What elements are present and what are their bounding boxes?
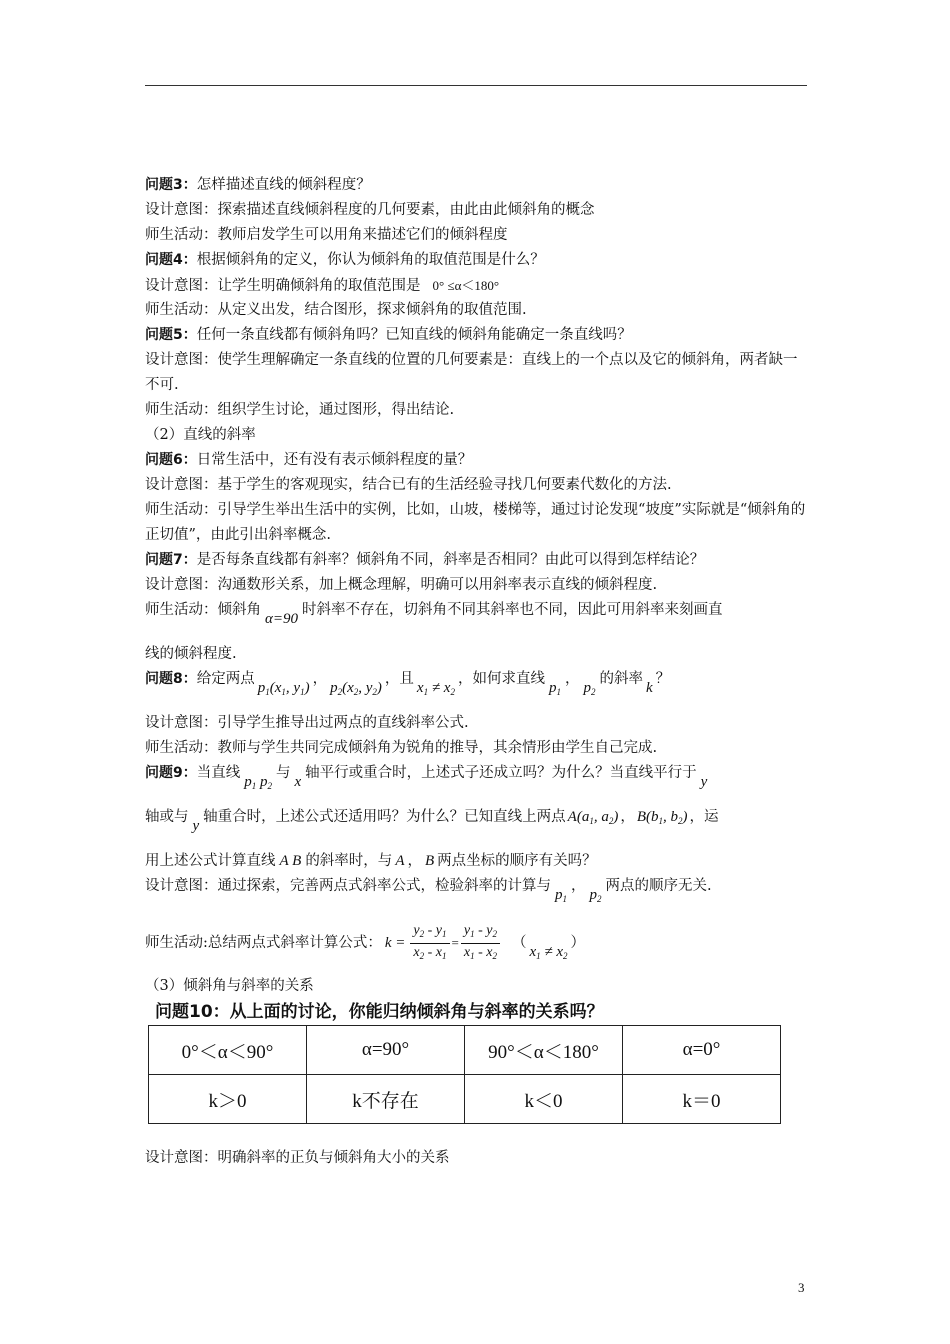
q8-text-b: ，: [312, 671, 328, 687]
table-cell: k＝0: [623, 1075, 781, 1124]
k-equals: k =: [384, 935, 406, 951]
question-7: [145, 548, 807, 573]
x-axis-symbol: x: [294, 774, 302, 790]
question-9-cont2: [145, 849, 807, 874]
q8-activity: 师生活动：教师与学生共同完成倾斜角为锐角的推导，其余情形由学生自己完成.: [145, 740, 658, 756]
q5-label: 问题5：: [145, 327, 197, 343]
page-number: 3: [798, 1280, 805, 1295]
x1-neq-x2-formula: $x_1 \ne x_2$: [416, 680, 455, 697]
ab-symbol: A B: [279, 853, 302, 869]
table-row-angles: [149, 1026, 781, 1075]
q3-activity: 师生活动：教师启发学生可以用角来描述它们的倾斜程度: [145, 227, 508, 243]
table-row-slopes: [149, 1075, 781, 1124]
q4-label: 问题4：: [145, 252, 197, 268]
q9-text-f: ，: [620, 809, 635, 825]
y-axis-symbol: y: [700, 774, 708, 790]
q6-design-intent: 设计意图：基于学生的客观现实，结合已有的生活经验寻找几何要素代数化的方法.: [145, 477, 672, 493]
q8-text-a: 给定两点: [196, 671, 255, 687]
q7-activity: [145, 598, 807, 642]
q4-text: 根据倾斜角的定义，你认为倾斜角的取值范围是什么？: [196, 252, 545, 268]
q8-text-f: 的斜率: [599, 671, 643, 687]
q9-text-k: 两点坐标的顺序有关吗？: [437, 853, 597, 869]
point-p1-formula: $p_1(x_1$, $y_1$): [257, 680, 310, 697]
q9-text-i: 的斜率时，与: [305, 853, 393, 869]
summary-text: 师生活动:总结两点式斜率计算公式：: [145, 935, 382, 951]
p2-symbol-2: $p_2$: [589, 887, 602, 904]
x1-neq-x2-condition: $x_1 \ne x_2$: [529, 944, 568, 961]
q6-label: 问题6：: [145, 452, 197, 468]
summary-open-paren: （: [511, 935, 527, 951]
p1-symbol: $p_1$: [548, 680, 561, 697]
p2-symbol: $p_2$: [583, 680, 596, 697]
point-b-formula: $B(b_1$, $b_2$): [636, 809, 688, 826]
q9-text-b: 与: [276, 765, 291, 781]
q6-activity: 师生活动：引导学生举出生活中的实例，比如，山坡，楼梯等，通过讨论发现“坡度”实际就是“倾斜角的正切值”，由此引出斜率概念.: [145, 502, 806, 543]
q9-intent-text-c: 两点的顺序无关.: [605, 878, 712, 894]
q8-label: 问题8：: [145, 671, 197, 687]
q9-intent-text-a: 设计意图：通过探索，完善两点式斜率公式，检验斜率的计算与: [145, 878, 551, 894]
q9-text-j: ，: [407, 853, 422, 869]
table-cell: k不存在: [307, 1075, 465, 1124]
question-9: [145, 761, 807, 805]
q9-text-h: 用上述公式计算直线: [145, 853, 276, 869]
question-5: [145, 323, 807, 348]
q8-text-e: ，: [564, 671, 580, 687]
a-symbol: A: [395, 853, 405, 869]
q9-design-intent: [145, 874, 807, 918]
q9-label: 问题9：: [145, 765, 197, 781]
table-cell: k＜0: [465, 1075, 623, 1124]
q3-label: 问题3：: [145, 177, 197, 193]
final-design-intent: 设计意图：明确斜率的正负与倾斜角大小的关系: [145, 1150, 450, 1166]
q8-text-d: ，如何求直线: [457, 671, 545, 687]
question-9-cont: [145, 805, 807, 849]
slope-fraction-2: $\frac{y_1 - y_2}{x_1 - x_2}$: [461, 922, 500, 965]
q7-design-intent: 设计意图：沟通数形关系，加上概念理解，明确可以用斜率表示直线的倾斜程度.: [145, 577, 658, 593]
table-cell: 0°＜α＜90°: [149, 1026, 307, 1075]
q9-intent-text-b: ，: [571, 878, 586, 894]
q3-text: 怎样描述直线的倾斜程度？: [196, 177, 371, 193]
q7-activity-text-b: 时斜率不存在，切斜角不同其斜率也不同，因此可用斜率来刻画直: [302, 602, 723, 618]
b-symbol: B: [424, 853, 435, 869]
q7-activity-text-a: 师生活动：倾斜角: [145, 602, 261, 618]
q4-design-intent: [145, 273, 807, 298]
question-10: 问题10：从上面的讨论，你能归纳倾斜角与斜率的关系吗？: [155, 1002, 604, 1022]
y-axis-symbol-2: y: [192, 818, 200, 834]
slope-fraction-1: $\frac{y_2 - y_1}{x_2 - x_1}$: [410, 922, 449, 965]
angle-range-formula: 0° ≤α＜180°: [432, 278, 500, 293]
q4-intent-text: 设计意图：让学生明确倾斜角的取值范围是: [145, 278, 421, 294]
angle-slope-table: [148, 1025, 781, 1124]
q3-design-intent: 设计意图：探索描述直线倾斜程度的几何要素，由此由此倾斜角的概念: [145, 202, 595, 218]
q8-text-c: ，且: [384, 671, 414, 687]
page-content: [145, 173, 807, 1171]
table-cell: α=0°: [623, 1026, 781, 1075]
q8-design-intent: 设计意图：引导学生推导出过两点的直线斜率公式.: [145, 715, 469, 731]
q9-text-c: 轴平行或重合时，上述式子还成立吗？为什么？当直线平行于: [305, 765, 697, 781]
k-symbol: k: [645, 680, 653, 696]
p1p2-symbol: $p_1$ $p_2$: [244, 774, 272, 791]
question-8: [145, 667, 807, 711]
q9-text-d: 轴或与: [145, 809, 189, 825]
question-6: [145, 448, 807, 473]
slope-formula-summary: [145, 918, 807, 968]
section-2-heading: （2）直线的斜率: [145, 427, 256, 443]
q5-activity: 师生活动：组织学生讨论，通过图形，得出结论.: [145, 402, 455, 418]
q4-activity: 师生活动：从定义出发，结合图形，探求倾斜角的取值范围.: [145, 302, 527, 318]
table-cell: 90°＜α＜180°: [465, 1026, 623, 1075]
point-p2-formula: $p_2(x_2$, $y_2$): [330, 680, 382, 697]
q9-text-a: 当直线: [196, 765, 241, 781]
q5-text: 任何一条直线都有倾斜角吗？已知直线的倾斜角能确定一条直线吗？: [196, 327, 632, 343]
alpha-90-formula: α=90: [265, 611, 298, 627]
header-rule: [145, 85, 807, 86]
p1-symbol-2: $p_1$: [555, 887, 567, 904]
question-4: [145, 248, 807, 273]
section-3-heading: （3）倾斜角与斜率的关系: [145, 978, 314, 994]
question-3: [145, 173, 807, 198]
q7-label: 问题7：: [145, 552, 197, 568]
table-cell: α=90°: [307, 1026, 465, 1075]
q7-text: 是否每条直线都有斜率？倾斜角不同，斜率是否相同？由此可以得到怎样结论？: [196, 552, 705, 568]
equals-sign: =: [451, 935, 459, 950]
q5-design-intent: 设计意图：使学生理解确定一条直线的位置的几何要素是：直线上的一个点以及它的倾斜角，两者缺一不可.: [145, 352, 798, 393]
table-cell: k＞0: [149, 1075, 307, 1124]
q7-activity-cont: 线的倾斜程度.: [145, 646, 237, 662]
q9-text-g: ，运: [689, 809, 719, 825]
q8-text-g: ？: [655, 671, 671, 687]
q6-text: 日常生活中，还有没有表示倾斜程度的量？: [196, 452, 473, 468]
point-a-formula: $A(a_1$, $a_2$): [567, 809, 619, 826]
summary-close-paren: ）: [570, 935, 586, 951]
q9-text-e: 轴重合时，上述公式还适用吗？为什么？已知直线上两点: [203, 809, 566, 825]
